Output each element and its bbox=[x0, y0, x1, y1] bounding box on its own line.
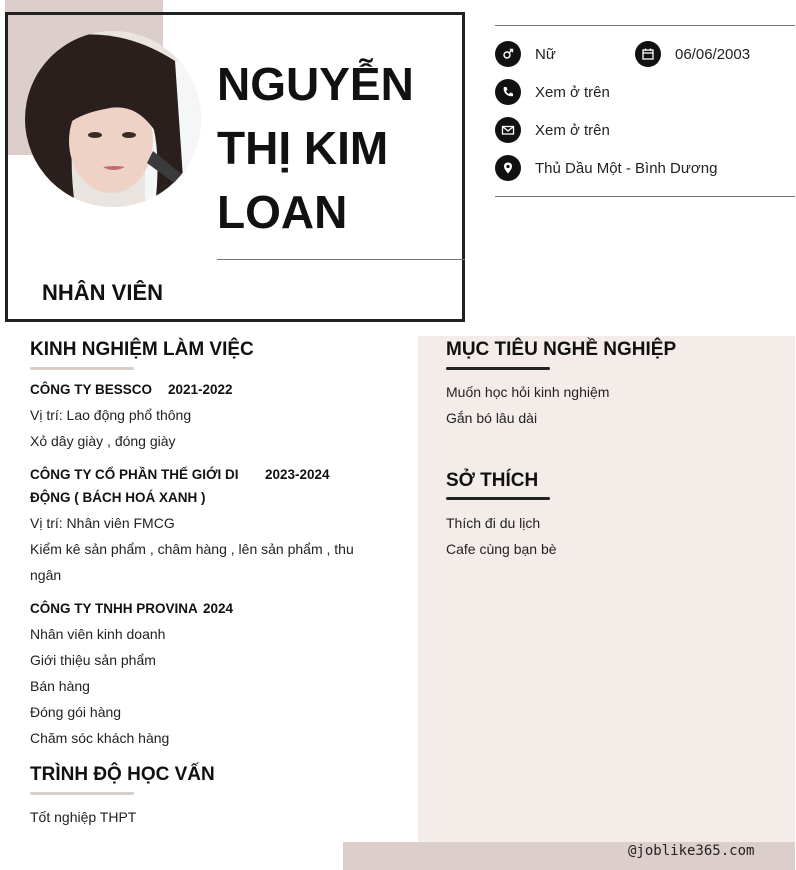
experience-title: KINH NGHIỆM LÀM VIỆC bbox=[30, 339, 254, 360]
hobbies-title: SỞ THÍCH bbox=[446, 470, 539, 491]
gender-value: Nữ bbox=[535, 45, 556, 63]
education-line: Tốt nghiệp THPT bbox=[30, 809, 137, 825]
avatar-photo bbox=[25, 31, 201, 207]
phone-value: Xem ở trên bbox=[535, 83, 610, 101]
birthdate-row bbox=[635, 41, 750, 67]
job-3-line: Bán hàng bbox=[30, 678, 90, 694]
avatar bbox=[25, 31, 201, 207]
job-2-line: Vị trí: Nhân viên FMCG bbox=[30, 515, 175, 531]
hobby-line: Thích đi du lịch bbox=[446, 515, 541, 531]
job-3-period: 2024 bbox=[203, 601, 234, 616]
job-2-company: CÔNG TY CỔ PHẦN THẾ GIỚI DI bbox=[30, 467, 239, 482]
objective-line: Muốn học hỏi kinh nghiệm bbox=[446, 384, 610, 400]
job-2-line: ngân bbox=[30, 567, 62, 583]
job-2-period: 2023-2024 bbox=[265, 467, 330, 482]
job-3-line: Giới thiệu sản phẩm bbox=[30, 652, 156, 668]
email-value: Xem ở trên bbox=[535, 121, 610, 139]
experience-underline bbox=[30, 367, 134, 370]
education-underline bbox=[30, 792, 134, 795]
phone-icon bbox=[495, 79, 521, 105]
location-pin-icon bbox=[495, 155, 521, 181]
gender-row bbox=[495, 41, 556, 67]
birthdate-value: 06/06/2003 bbox=[675, 45, 751, 63]
calendar-icon bbox=[635, 41, 661, 67]
job-3-line: Đóng gói hàng bbox=[30, 704, 122, 720]
name-line-3: LOAN bbox=[217, 186, 348, 238]
job-2-company: ĐỘNG ( BÁCH HOÁ XANH ) bbox=[30, 490, 206, 505]
job-1-period: 2021-2022 bbox=[168, 382, 233, 397]
contact-bottom-divider bbox=[495, 196, 795, 197]
address-row bbox=[495, 155, 717, 181]
job-3-line: Nhân viên kinh doanh bbox=[30, 626, 166, 642]
job-2-line: Kiểm kê sản phẩm , châm hàng , lên sản phẩm , thu bbox=[30, 541, 354, 557]
objective-title: MỤC TIÊU NGHỀ NGHIỆP bbox=[446, 339, 677, 360]
footer-watermark: @joblike365.com bbox=[628, 843, 755, 859]
email-icon bbox=[495, 117, 521, 143]
job-3-line: Chăm sóc khách hàng bbox=[30, 730, 170, 746]
email-row bbox=[495, 117, 610, 143]
name-divider bbox=[217, 259, 465, 260]
phone-row bbox=[495, 79, 610, 105]
address-value: Thủ Dầu Một - Bình Dương bbox=[535, 159, 718, 177]
hobbies-underline bbox=[446, 497, 550, 500]
job-1-line: Vị trí: Lao động phổ thông bbox=[30, 407, 192, 423]
job-1-company: CÔNG TY BESSCO bbox=[30, 382, 153, 397]
objective-line: Gắn bó lâu dài bbox=[446, 410, 538, 426]
hobby-line: Cafe cùng bạn bè bbox=[446, 541, 557, 557]
gender-icon bbox=[495, 41, 521, 67]
name-line-1: NGUYỄN bbox=[217, 58, 414, 110]
job-title: NHÂN VIÊN bbox=[42, 280, 164, 305]
job-3-company: CÔNG TY TNHH PROVINA bbox=[30, 601, 198, 616]
name-line-2: THỊ KIM bbox=[217, 122, 389, 174]
full-name bbox=[217, 52, 457, 244]
job-1-line: Xỏ dây giày , đóng giày bbox=[30, 433, 176, 449]
education-title: TRÌNH ĐỘ HỌC VẤN bbox=[30, 764, 215, 785]
objective-underline bbox=[446, 367, 550, 370]
contact-top-divider bbox=[495, 25, 795, 26]
